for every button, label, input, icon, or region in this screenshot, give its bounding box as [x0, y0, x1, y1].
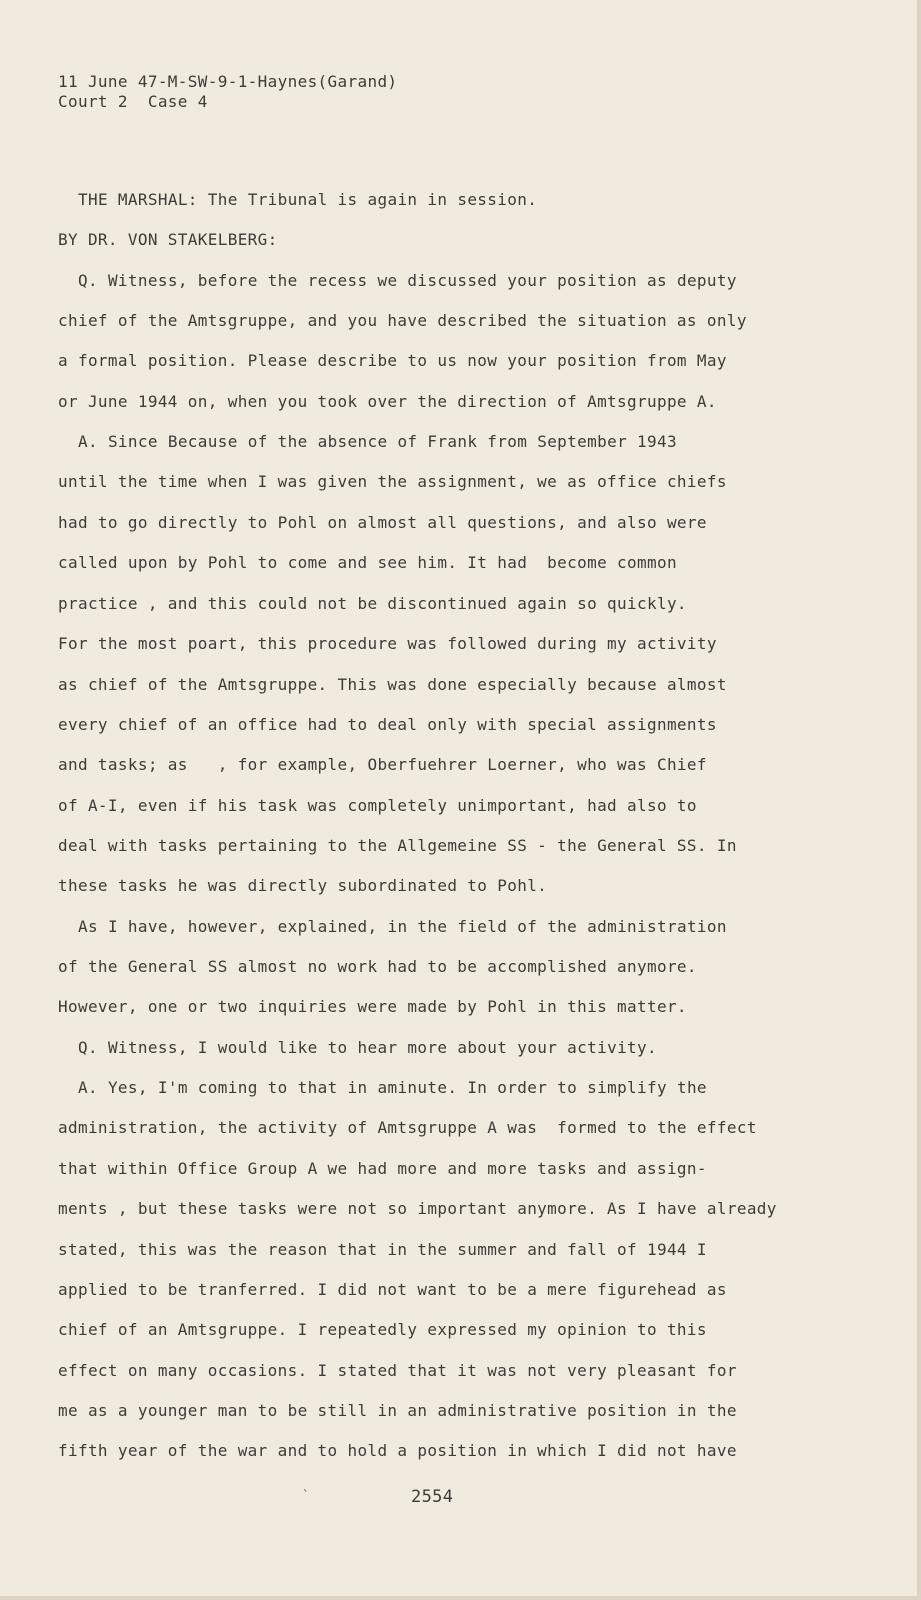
text-line: applied to be tranferred. I did not want to be a mere figurehead as [58, 1280, 727, 1299]
text-line: A. Since Because of the absence of Frank from September 1943 [78, 432, 677, 451]
text-line: a formal position. Please describe to us now your position from May [58, 351, 727, 370]
text-line: deal with tasks pertaining to the Allgemeine SS - the General SS. In [58, 836, 737, 855]
text-line: BY DR. VON STAKELBERG: [58, 230, 278, 249]
text-line: A. Yes, I'm coming to that in aminute. In order to simplify the [78, 1078, 707, 1097]
text-line: until the time when I was given the assignment, we as office chiefs [58, 472, 727, 491]
text-line: fifth year of the war and to hold a position in which I did not have [58, 1441, 737, 1460]
text-line: stated, this was the reason that in the summer and fall of 1944 I [58, 1240, 707, 1259]
page-number: 2554 [411, 1487, 454, 1507]
text-line: as chief of the Amtsgruppe. This was done especially because almost [58, 675, 727, 694]
text-line: of the General SS almost no work had to be accomplished anymore. [58, 957, 697, 976]
text-line: administration, the activity of Amtsgruppe A was formed to the effect [58, 1118, 757, 1137]
text-line: me as a younger man to be still in an administrative position in the [58, 1401, 737, 1420]
text-line: practice , and this could not be discontinued again so quickly. [58, 594, 687, 613]
text-line: Q. Witness, I would like to hear more about your activity. [78, 1038, 658, 1057]
header-date-ref: 11 June 47-M-SW-9-1-Haynes(Garand) [58, 72, 398, 91]
text-line: or June 1944 on, when you took over the direction of Amtsgruppe A. [58, 392, 717, 411]
text-line: every chief of an office had to deal only with special assignments [58, 715, 717, 734]
text-line: ments , but these tasks were not so important anymore. As I have already [58, 1199, 777, 1218]
text-line: chief of the Amtsgruppe, and you have described the situation as only [58, 311, 747, 330]
text-line: However, one or two inquiries were made by Pohl in this matter. [58, 997, 687, 1016]
text-line: had to go directly to Pohl on almost all questions, and also were [58, 513, 707, 532]
stray-mark: ` [302, 1488, 310, 1502]
text-line: For the most poart, this procedure was followed during my activity [58, 634, 717, 653]
text-line: and tasks; as , for example, Oberfuehrer Loerner, who was Chief [58, 755, 707, 774]
text-line: As I have, however, explained, in the field of the administration [78, 917, 727, 936]
text-line: effect on many occasions. I stated that it was not very pleasant for [58, 1361, 737, 1380]
text-line: THE MARSHAL: The Tribunal is again in session. [78, 190, 538, 209]
text-line: called upon by Pohl to come and see him. It had become common [58, 553, 677, 572]
text-line: that within Office Group A we had more and more tasks and assign- [58, 1159, 707, 1178]
text-line: chief of an Amtsgruppe. I repeatedly expressed my opinion to this [58, 1320, 707, 1339]
text-line: these tasks he was directly subordinated to Pohl. [58, 876, 548, 895]
text-line: Q. Witness, before the recess we discussed your position as deputy [78, 271, 737, 290]
header-court-case: Court 2 Case 4 [58, 92, 208, 111]
text-line: of A-I, even if his task was completely unimportant, had also to [58, 796, 697, 815]
